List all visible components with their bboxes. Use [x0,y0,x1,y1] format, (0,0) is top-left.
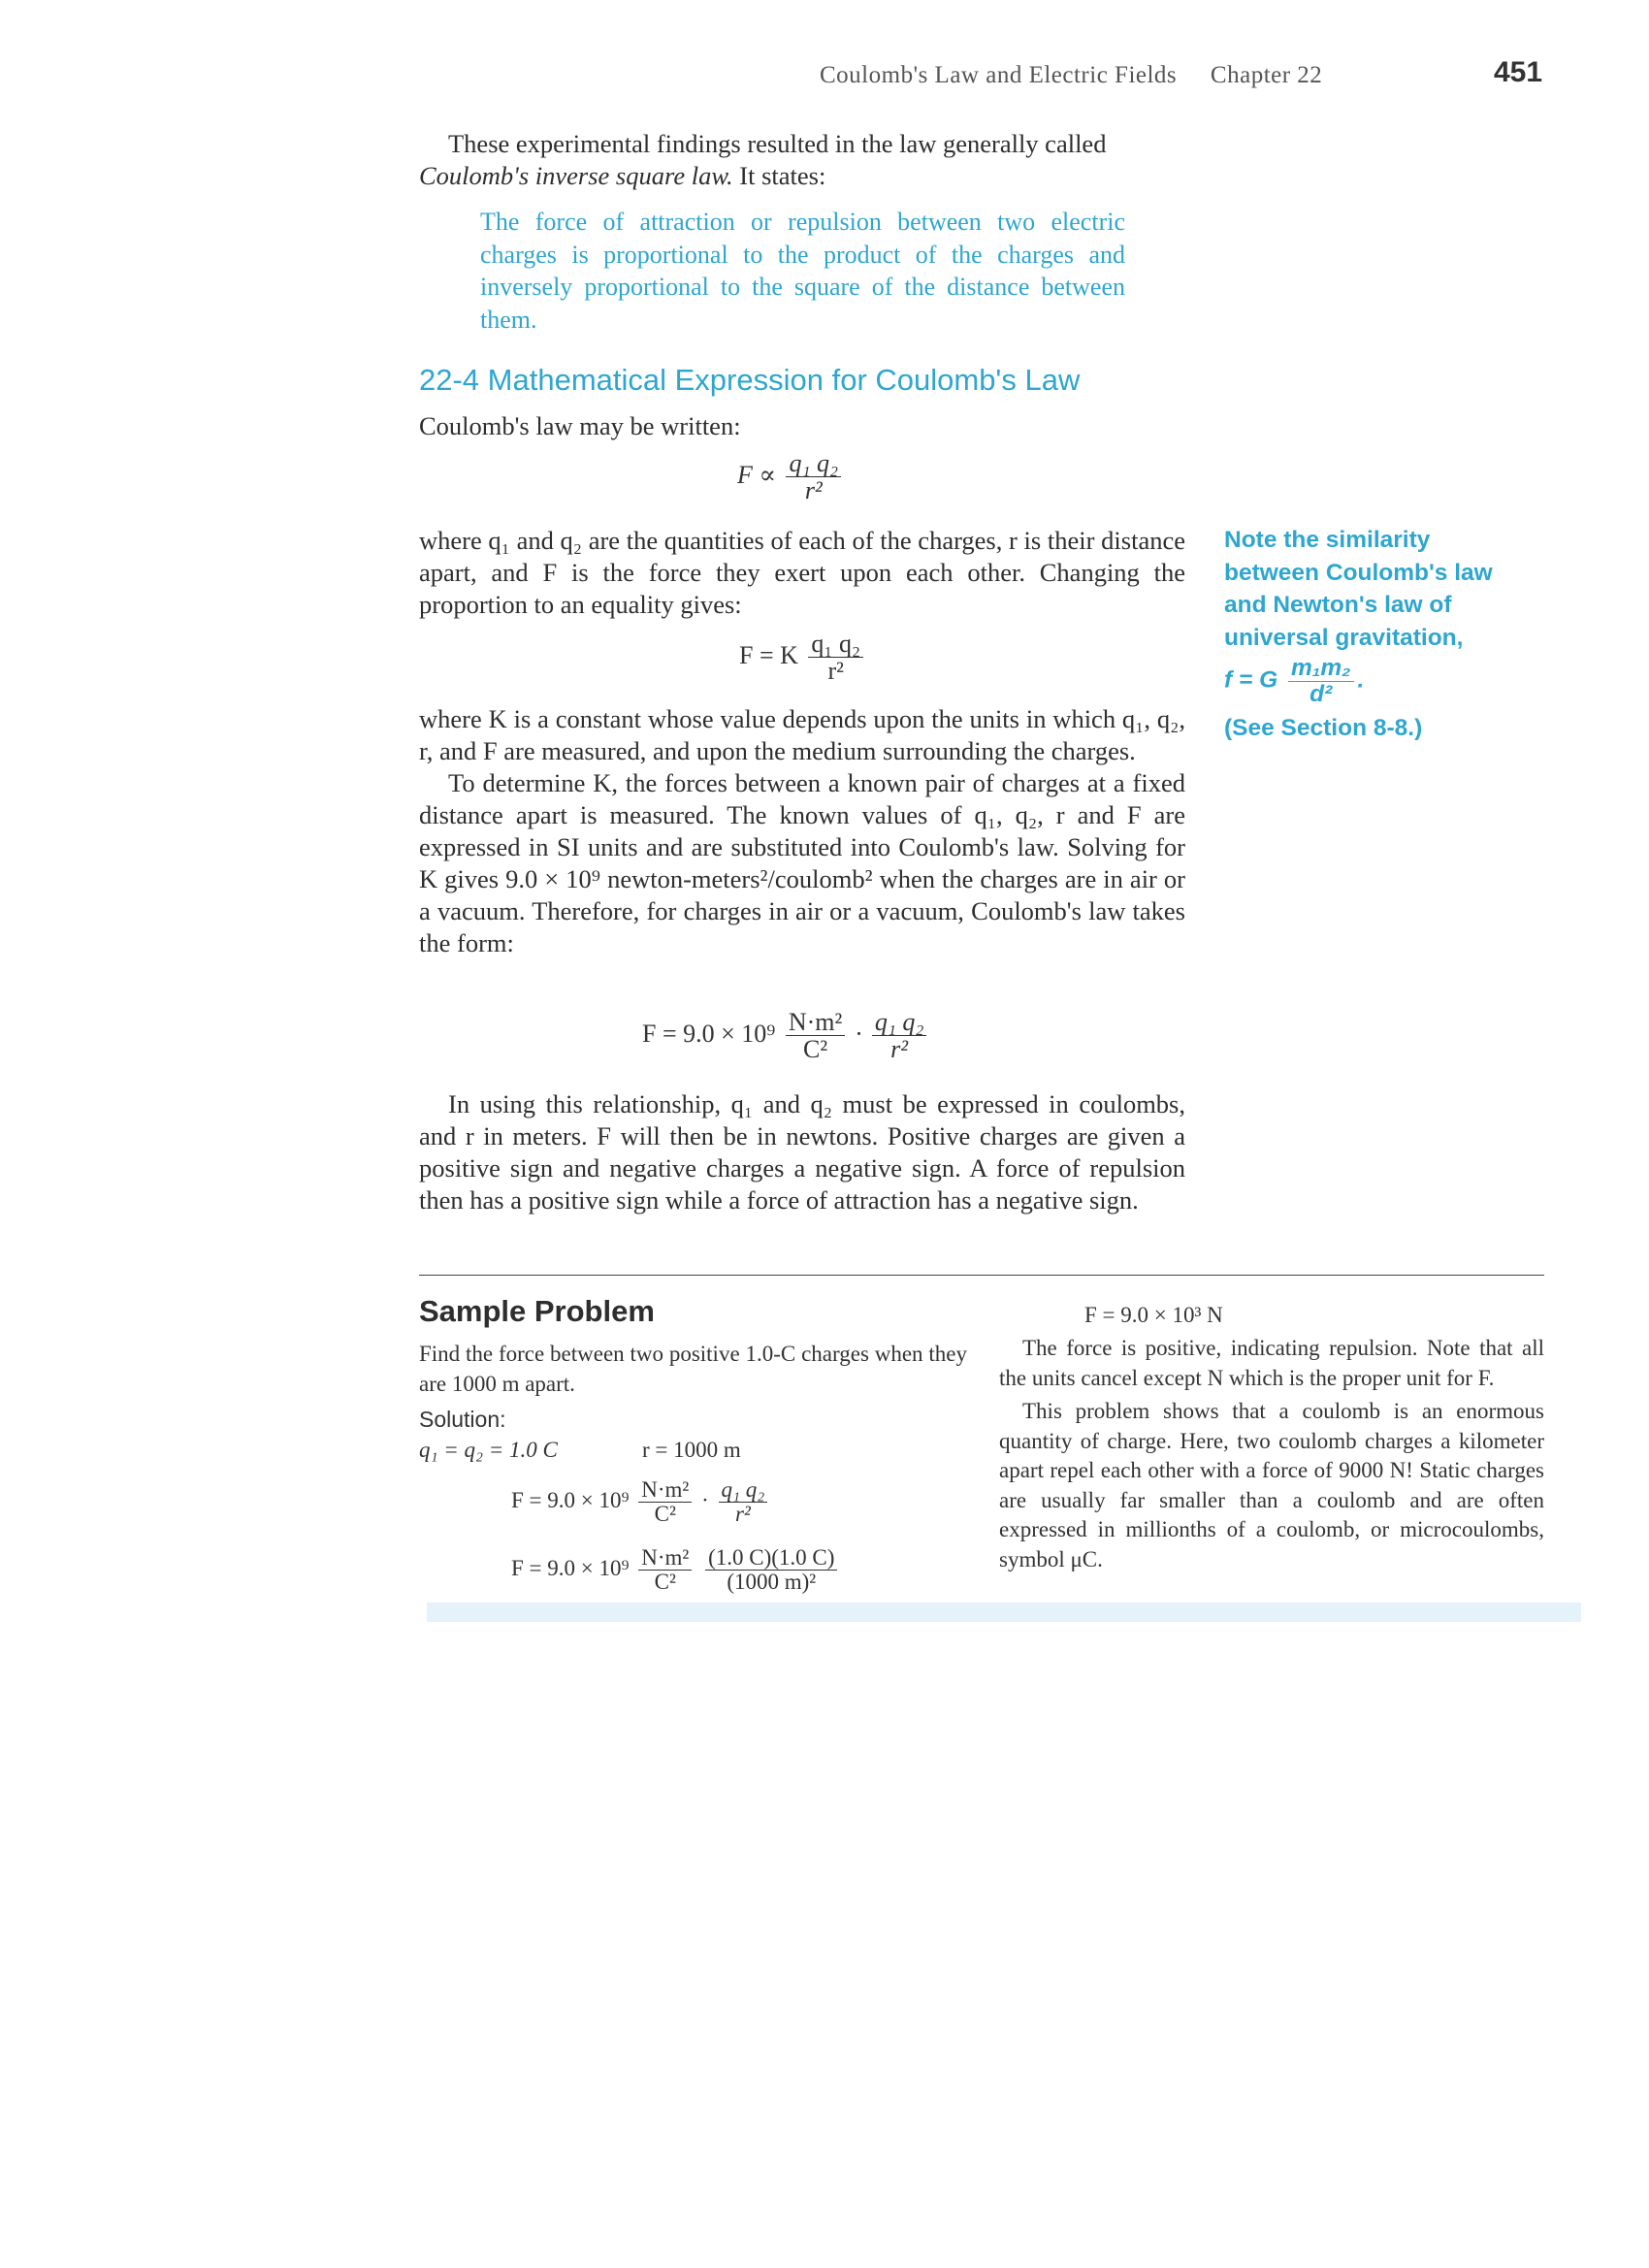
paragraph-where-q: where q₁ and q₂ are the quantities of each of the charges, r is their distance apart, and F is the force they exert upon each other. Changing the proportion to an equality gives: [419,526,1185,619]
eq3-denominator: r² [890,1035,909,1064]
equation-coulomb-air [642,1009,930,1063]
eq1-numerator: q₁ q₂ [786,450,841,477]
step2-lhs: F = 9.0 × 10⁹ [511,1555,630,1580]
given-charges: q₁ = q₂ = 1.0 C [419,1438,558,1462]
solution-step-1 [511,1478,771,1526]
running-title: Coulomb's Law and Electric Fields [820,62,1178,88]
margin-note [1224,524,1515,745]
gravitation-equation [1224,656,1515,706]
paragraph-block [419,703,1185,959]
running-header [820,62,1322,89]
step2-unit-fraction [638,1546,692,1594]
sample-problem-heading: Sample Problem [419,1294,655,1328]
eq2-denominator: r² [827,657,844,686]
gravitation-end: . [1357,666,1365,694]
step1-numerator: q₁ q₂ [719,1478,768,1503]
step1-unit-numerator: N·m² [638,1478,692,1503]
law-statement: The force of attraction or repulsion between two electric charges is proportional to the product of the charges and inversely proportional to the square of the distance between them. [480,208,1125,334]
gravitation-fraction [1288,656,1354,706]
paragraph-where-k: where K is a constant whose value depends upon the units in which q₁, q₂, r, and F are measured, and upon the medium surrounding the charges. [419,704,1185,765]
intro-paragraph [419,128,1185,192]
eq3-unit-numerator: N·m² [786,1009,845,1036]
step2-unit-numerator: N·m² [638,1546,692,1571]
eq2-fraction [808,631,863,685]
step1-dot: · [701,1487,709,1512]
solution-step-2 [511,1546,841,1594]
eq3-fraction [872,1009,927,1063]
section-divider [419,1275,1544,1276]
sample-box-shading [427,1603,1581,1622]
given-distance: r = 1000 m [642,1438,741,1462]
eq1-fraction [786,450,841,504]
eq1-denominator: r² [804,476,823,505]
step1-denominator: r² [734,1502,751,1527]
gravitation-lhs: f = G [1224,666,1278,694]
solution-result: F = 9.0 × 10³ N [1084,1303,1223,1327]
paragraph-determine-k: To determine K, the forces between a known pair of charges at a fixed distance apart is measured. The known values of q₁, q₂, r and F are expressed in SI units and are substituted into Coulomb's law. Solving for K gives 9.0 × 10⁹ newton-meters²/coulomb² when the charges are in air or a vacuum. Therefore, for charges in air or a vacuum, Coulomb's law takes the form: [419,768,1185,957]
equation-constant [739,631,867,685]
eq3-lhs: F = 9.0 × 10⁹ [642,1019,776,1048]
step2-unit-denominator: C² [654,1570,676,1595]
paragraph-using: In using this relationship, q₁ and q₂ must be expressed in coulombs, and r in meters. F will then be in newtons. Positive charges are given a positive sign and negative charges a negative sign. A force of repulsion then has a positive sign while a force of attraction has a negative sign. [419,1089,1185,1215]
eq2-lhs: F = K [739,640,798,669]
section-heading: 22-4 Mathematical Expression for Coulomb's Law [419,363,1081,397]
step2-fraction [705,1546,837,1594]
intro-text: These experimental findings resulted in the law generally called [448,129,1107,158]
paragraph-units [419,1088,1185,1216]
sample-explanation [999,1334,1544,1574]
law-name: Coulomb's inverse square law. [419,161,733,190]
sample-problem-statement: Find the force between two positive 1.0-C charges when they are 1000 m apart. [419,1342,967,1396]
step2-denominator: (1000 m)² [727,1570,817,1595]
solution-label: Solution: [419,1407,506,1432]
eq2-numerator: q₁ q₂ [808,631,863,658]
step1-unit-fraction [638,1478,692,1526]
step2-numerator: (1.0 C)(1.0 C) [705,1546,837,1571]
gravitation-numerator: m₁m₂ [1288,656,1354,682]
explanation-paragraph-2: This problem shows that a coulomb is an enormous quantity of charge. Here, two coulomb charges a kilometer apart repel each other with a force of 9000 N! Static charges are usually far smaller than a coulomb and are often expressed in millionths of a coulomb, or microcoulombs, symbol μC. [999,1399,1544,1571]
section-lead: Coulomb's law may be written: [419,411,741,440]
eq3-unit-denominator: C² [803,1035,828,1064]
step1-fraction [719,1478,768,1526]
step1-lhs: F = 9.0 × 10⁹ [511,1487,630,1512]
eq3-unit-fraction [786,1009,845,1063]
see-section-ref: (See Section 8-8.) [1224,715,1423,742]
equation-proportion [737,450,845,504]
step1-unit-denominator: C² [654,1502,676,1527]
eq1-lhs: F ∝ [737,460,776,489]
eq3-dot: · [855,1019,862,1048]
explanation-paragraph-1: The force is positive, indicating repulsion. Note that all the units cancel except N which is the proper unit for F. [999,1336,1544,1390]
eq3-numerator: q₁ q₂ [872,1009,927,1036]
gravitation-denominator: d² [1310,680,1333,707]
margin-note-text: Note the similarity between Coulomb's law and Newton's law of universal gravitation, [1224,527,1493,651]
page-number: 451 [1494,56,1543,88]
intro-after: It states: [732,161,826,190]
chapter-label: Chapter 22 [1210,62,1323,88]
